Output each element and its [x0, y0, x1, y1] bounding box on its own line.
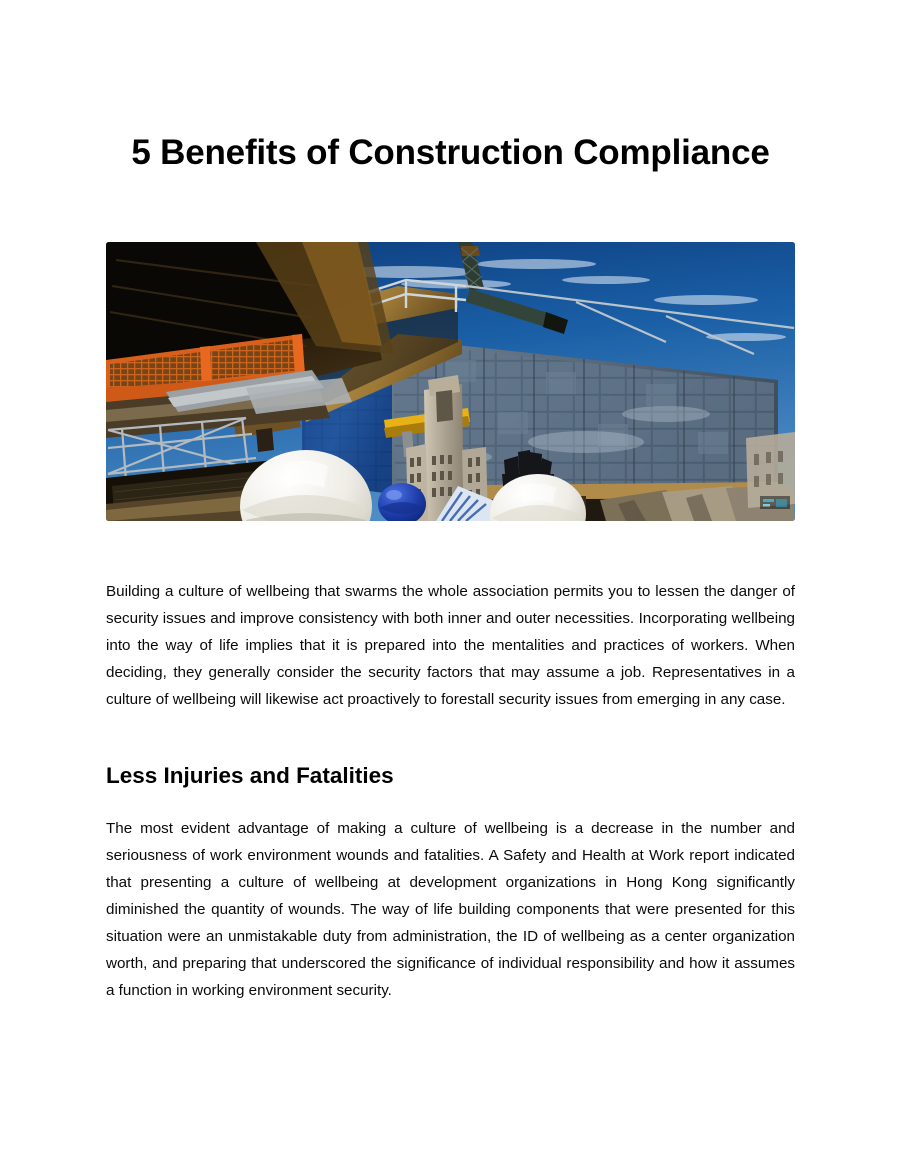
photo-watermark — [760, 496, 790, 509]
less-injuries-heading: Less Injuries and Fatalities — [106, 762, 394, 788]
construction-site-photo — [106, 242, 795, 521]
less-injuries-paragraph: The most evident advantage of making a culture of wellbeing is a decrease in the number and seriousness of work environment wounds and fatalities. A Safety and Health at Work report indicated that presenting a culture of wellbeing at development organizations in Hong Kong significantly diminished the quantity of wounds. The way of life building components that were presented for this situation were an unmistakable duty from administration, the ID of wellbeing as a center organization worth, and preparing that underscored the significance of individual responsibility and how it assumes a function in working environment security. — [106, 820, 795, 1000]
intro-paragraph: Building a culture of wellbeing that swarms the whole association permits you to lessen the danger of security issues and improve consistency with both inner and outer necessities. Incorporating wellbeing into the way of life implies that it is prepared into the mentalities and practices of workers. When deciding, they generally consider the security factors that may assume a job. Representatives in a culture of wellbeing will likewise act proactively to forestall security issues from emerging in any case. — [106, 583, 795, 709]
construction-site-illustration — [106, 242, 795, 521]
page-title: 5 Benefits of Construction Compliance — [131, 133, 770, 173]
